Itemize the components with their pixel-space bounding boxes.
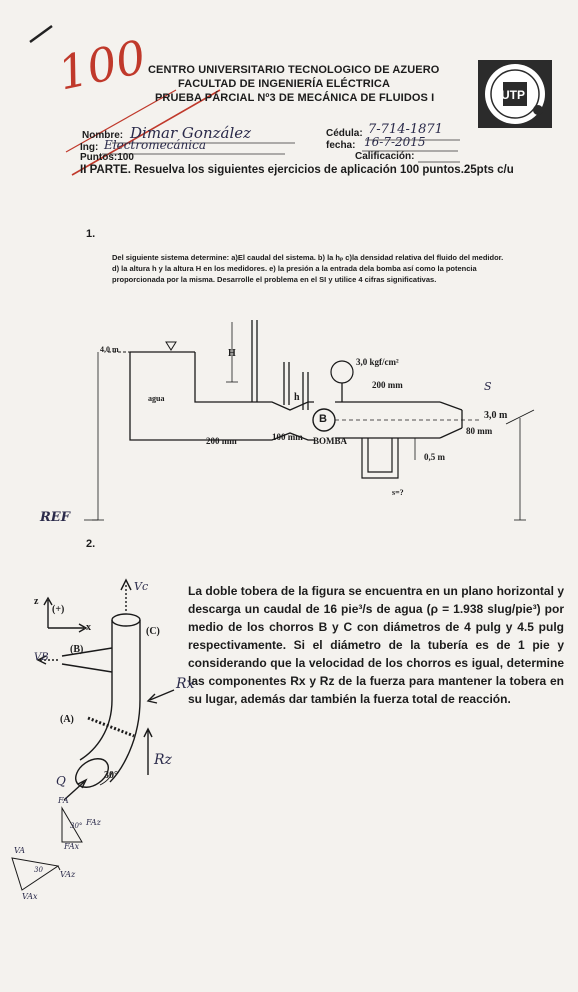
z-axis-label: z: [34, 596, 39, 607]
rz-label: Rz: [154, 752, 172, 768]
instructions: II PARTE. Resuelva los siguientes ejercicios de aplicación 100 puntos.25pts c/u: [80, 164, 514, 176]
level-label: 4,0 m: [100, 345, 119, 354]
pump-symbol: B: [319, 413, 327, 425]
diameter-200-label: 200 mm: [206, 436, 237, 446]
fa-label: FA: [58, 796, 69, 805]
diameter-200b-label: 200 mm: [372, 380, 403, 390]
H-label: H: [228, 348, 236, 359]
c-label: (C): [146, 626, 160, 637]
exam-title: PRUEBA PÁRCIAL Nº3 DE MECÁNICA DE FLUIDOS I: [155, 92, 435, 104]
x-axis-label: x: [86, 622, 91, 633]
name-value: Dimar González: [130, 124, 252, 142]
name-label: Nombre:: [82, 130, 124, 141]
pen-mark: [30, 26, 52, 42]
vc-label: Vc: [134, 580, 149, 593]
vax-label: VAx: [22, 892, 38, 901]
manometer-height-label: 0,5 m: [424, 452, 445, 462]
faculty-name: FACULTAD DE INGENIERÍA ELÉCTRICA: [178, 78, 390, 90]
fecha-label: fecha:: [326, 140, 356, 151]
diameter-80-label: 80 mm: [466, 426, 493, 436]
problem1-text: Del siguiente sistema determine: a)El caudal del sistema. b) la hₚ c)la densidad relativa del fluido del medidor. d) la altura h y la altura H en los medidores. e) la presión a la entrada dela bomba así como la potencia proporcionada por la misma. Desarrolle el problema en el SI y utilice 4 cifras significativas.: [112, 253, 504, 284]
h-label: h: [294, 392, 300, 403]
vaz-label: VAz: [60, 870, 76, 879]
b-label: (B): [70, 644, 84, 655]
ing-label: Ing:: [80, 142, 99, 153]
calificacion-label: Calificación:: [355, 151, 415, 162]
points-label: Puntos:100: [80, 152, 134, 163]
angle-v-label: 30: [34, 866, 43, 874]
problem1-number: 1.: [86, 228, 96, 240]
diameter-100-label: 100 mm: [272, 432, 303, 442]
cedula-label: Cédula:: [326, 128, 363, 139]
pump-label: BOMBA: [313, 436, 348, 446]
s-mark: S: [484, 380, 492, 393]
fecha-value: 16-7-2015: [364, 135, 426, 149]
gauge-label: 3,0 kgf/cm²: [356, 357, 399, 367]
water-label: agua: [148, 394, 165, 403]
ing-value: Electromecánica: [104, 138, 206, 152]
problem2-text: La doble tobera de la figura se encuentra en un plano horizontal y descarga un caudal de 16 pie³/s de agua (ρ = 1.938 slug/pie³) por medio de los chorros B y C con diámetros de 4 pulg y 4.5 pulg respectivamente. Si el diámetro de la tubería es de 1 pie y considerando que la velocidad de los chorros es igual, determine las componentes Rx y Rz de la fuerza para mantener la tobera en su lugar, además dar también la fuerza total de reacción.: [188, 584, 564, 706]
problem2-number: 2.: [86, 538, 96, 550]
a-label: (A): [60, 714, 74, 725]
vb-label: VB: [34, 652, 49, 663]
exit-height-label: 3,0 m: [484, 410, 508, 421]
fax-label: FAx: [64, 842, 80, 851]
angle-label: 30°: [104, 770, 118, 781]
institution-name: CENTRO UNIVERSITARIO TECNOLOGICO DE AZUERO: [148, 64, 440, 76]
score-mark: 100: [53, 29, 151, 101]
q-label: Q: [56, 774, 66, 788]
va-label: VA: [14, 846, 26, 855]
rx-label: Rx: [176, 676, 195, 692]
seal-label: UTP: [501, 88, 525, 102]
faz-label: FAz: [86, 818, 101, 827]
cedula-value: 7-714-1871: [368, 122, 443, 137]
ref-label: REF: [40, 510, 70, 525]
pipe-system-diagram: [84, 320, 534, 520]
s-unknown-label: s=?: [392, 488, 404, 497]
plus-label: (+): [52, 604, 65, 615]
angle-small-label: 30°: [70, 822, 83, 830]
